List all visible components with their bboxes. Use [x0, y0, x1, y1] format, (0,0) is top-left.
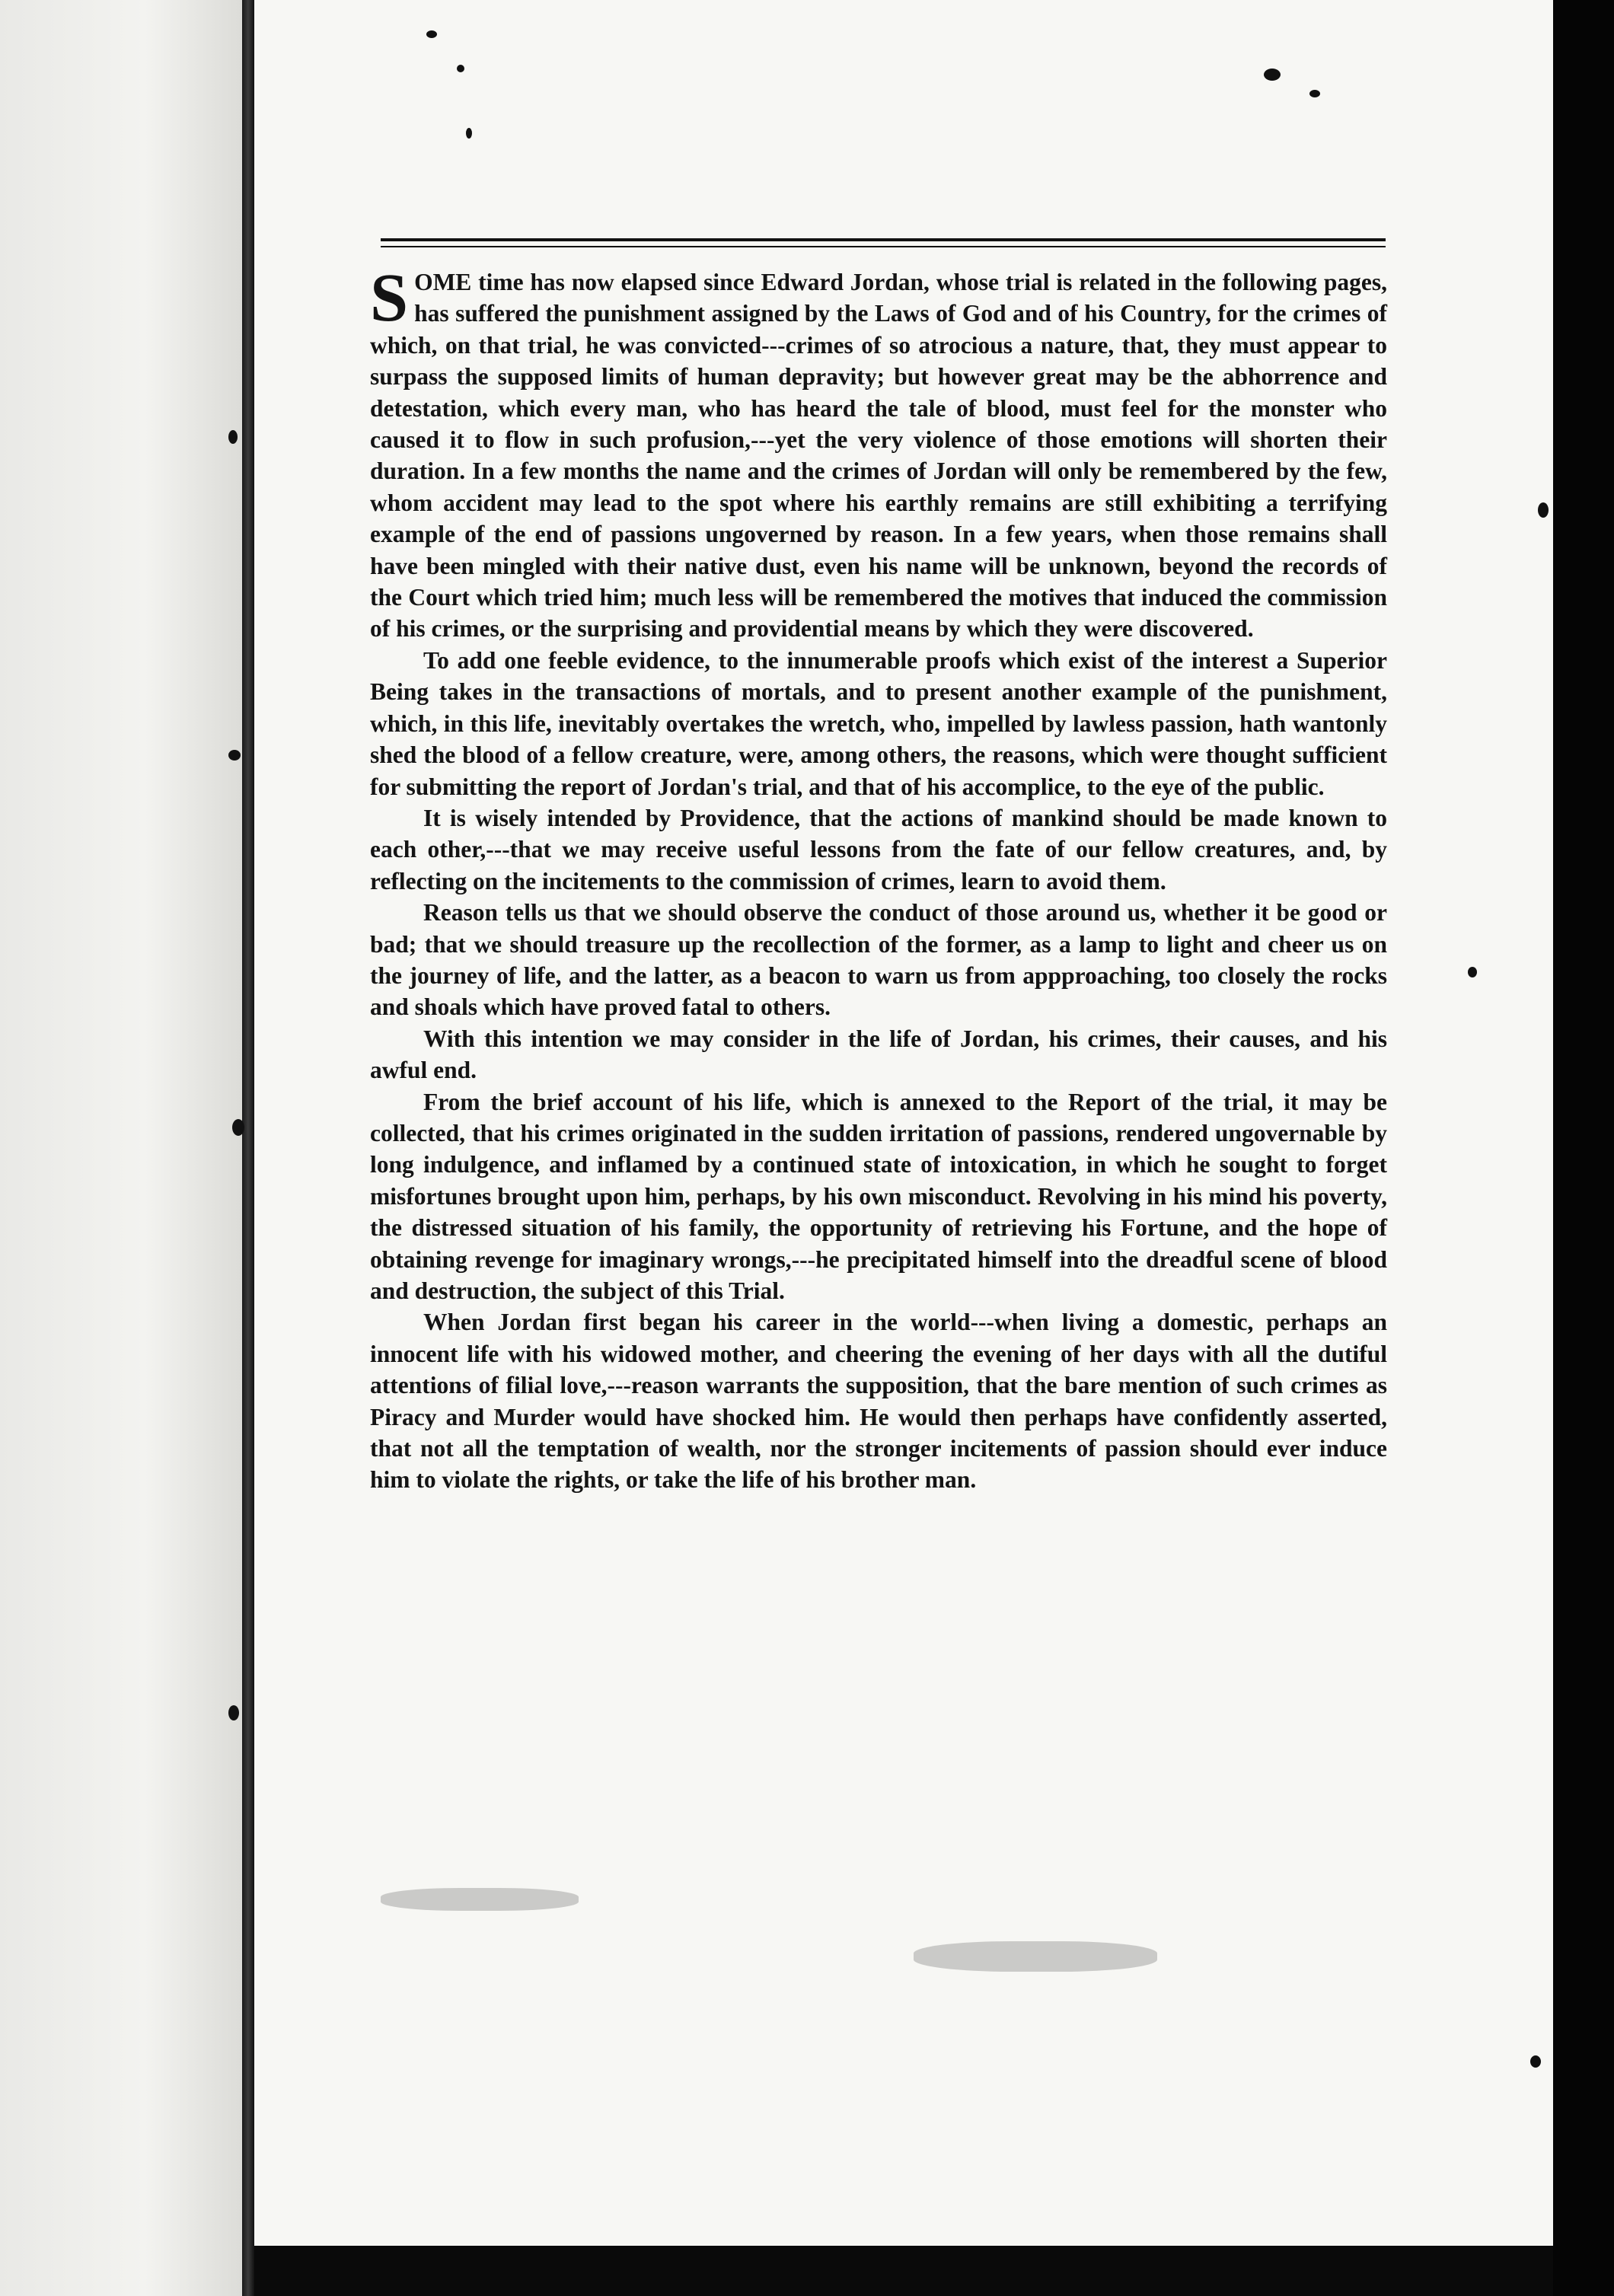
paragraph: To add one feeble evidence, to the innumerable proofs which exist of the interest a Superior Being takes in the transactions of mortals, and to present another example of the punishment, which, in this life, inevitably overtakes the wretch, who, impelled by lawless passion, hath wantonly shed the blood of a fellow creature, were, among others, the reasons, which were thought sufficient for submitting the report of Jordan's trial, and that of his accomplice, to the eye of the public. [370, 646, 1387, 800]
ink-speck [1538, 502, 1549, 518]
ink-speck [228, 1705, 239, 1720]
ink-speck [1309, 90, 1320, 97]
paragraph: With this intention we may consider in the life of Jordan, his crimes, their causes, and his awful end. [370, 1025, 1387, 1084]
ink-speck [228, 750, 241, 761]
ink-speck [1468, 967, 1477, 977]
drop-cap: S [370, 260, 409, 336]
paragraph-text: OME time has now elapsed since Edward Jordan, whose trial is related in the following pages, has suffered the punishment assigned by the Laws of God and of his Country, for the crimes of which, on that trial, he was convicted---crimes of so atrocious a nature, that, they must appear to surpass the supposed limits of human depravity; but however great may be the abhorrence and detestation, which every man, who has heard the tale of blood, must feel for the monster who caused it to flow in such profusion,---yet the very violence of those emotions will shorten their duration. In a few months the name and the crimes of Jordan will only be remembered by the few, whom accident may lead to the spot where his earthly remains are still exhibiting a terrifying example of the end of passions ungoverned by reason. In a few years, when those remains shall have been mingled with their native dust, even his name will be unknown, beyond the records of the Court which tried him; much less will be remembered the motives that induced the commission of his crimes, or the surprising and providential means by which they were discovered. [370, 269, 1387, 643]
ink-speck [426, 30, 437, 38]
scan-smudge [381, 1888, 579, 1911]
paragraph: It is wisely intended by Providence, that the actions of mankind should be made known to each other,---that we may receive useful lessons from the fate of our fellow creatures, and, by reflecting on the incitements to the commission of crimes, learn to avoid them. [370, 804, 1387, 894]
scan-border [1553, 0, 1614, 2296]
ink-speck [228, 430, 238, 444]
ink-speck [1530, 2055, 1541, 2068]
ink-speck [232, 1119, 244, 1136]
header-rule [381, 238, 1386, 241]
ink-speck [457, 65, 464, 72]
header-rule-thin [381, 246, 1386, 247]
paragraph: Reason tells us that we should observe the conduct of those around us, whether it be good or bad; that we should treasure up the recollection of the former, as a lamp to light and cheer us on the journey of life, and the latter, as a beacon to warn us from appproaching, too closely the rocks and shoals which have proved fatal to others. [370, 899, 1387, 1021]
facing-page-edge [0, 0, 242, 2296]
book-gutter [242, 0, 254, 2296]
ink-speck [466, 128, 472, 139]
paragraph: From the brief account of his life, which is annexed to the Report of the trial, it may be collected, that his crimes originated in the sudden irritation of passions, rendered ungovernable by long indulgence, and inflamed by a continued state of intoxication, in which he sought to forget misfortunes brought upon him, perhaps, by his own misconduct. Revolving in his mind his poverty, the distressed situation of his family, the opportunity of retrieving his Fortune, and the hope of obtaining revenge for imaginary wrongs,---he precipitated himself into the dreadful scene of blood and destruction, the subject of this Trial. [370, 1088, 1387, 1304]
ink-speck [1264, 69, 1281, 81]
body-text [370, 260, 1387, 1496]
scan-smudge [914, 1941, 1157, 1972]
paragraph [370, 260, 1387, 645]
paragraph: When Jordan first began his career in the world---when living a domestic, perhaps an innocent life with his widowed mother, and cheering the evening of her days with all the dutiful attentions of filial love,---reason warrants the supposition, that the bare mention of such crimes as Piracy and Murder would have shocked him. He would then perhaps have confidently asserted, that not all the temptation of wealth, nor the stronger incitements of passion should ever induce him to violate the rights, or take the life of his brother man. [370, 1309, 1387, 1494]
